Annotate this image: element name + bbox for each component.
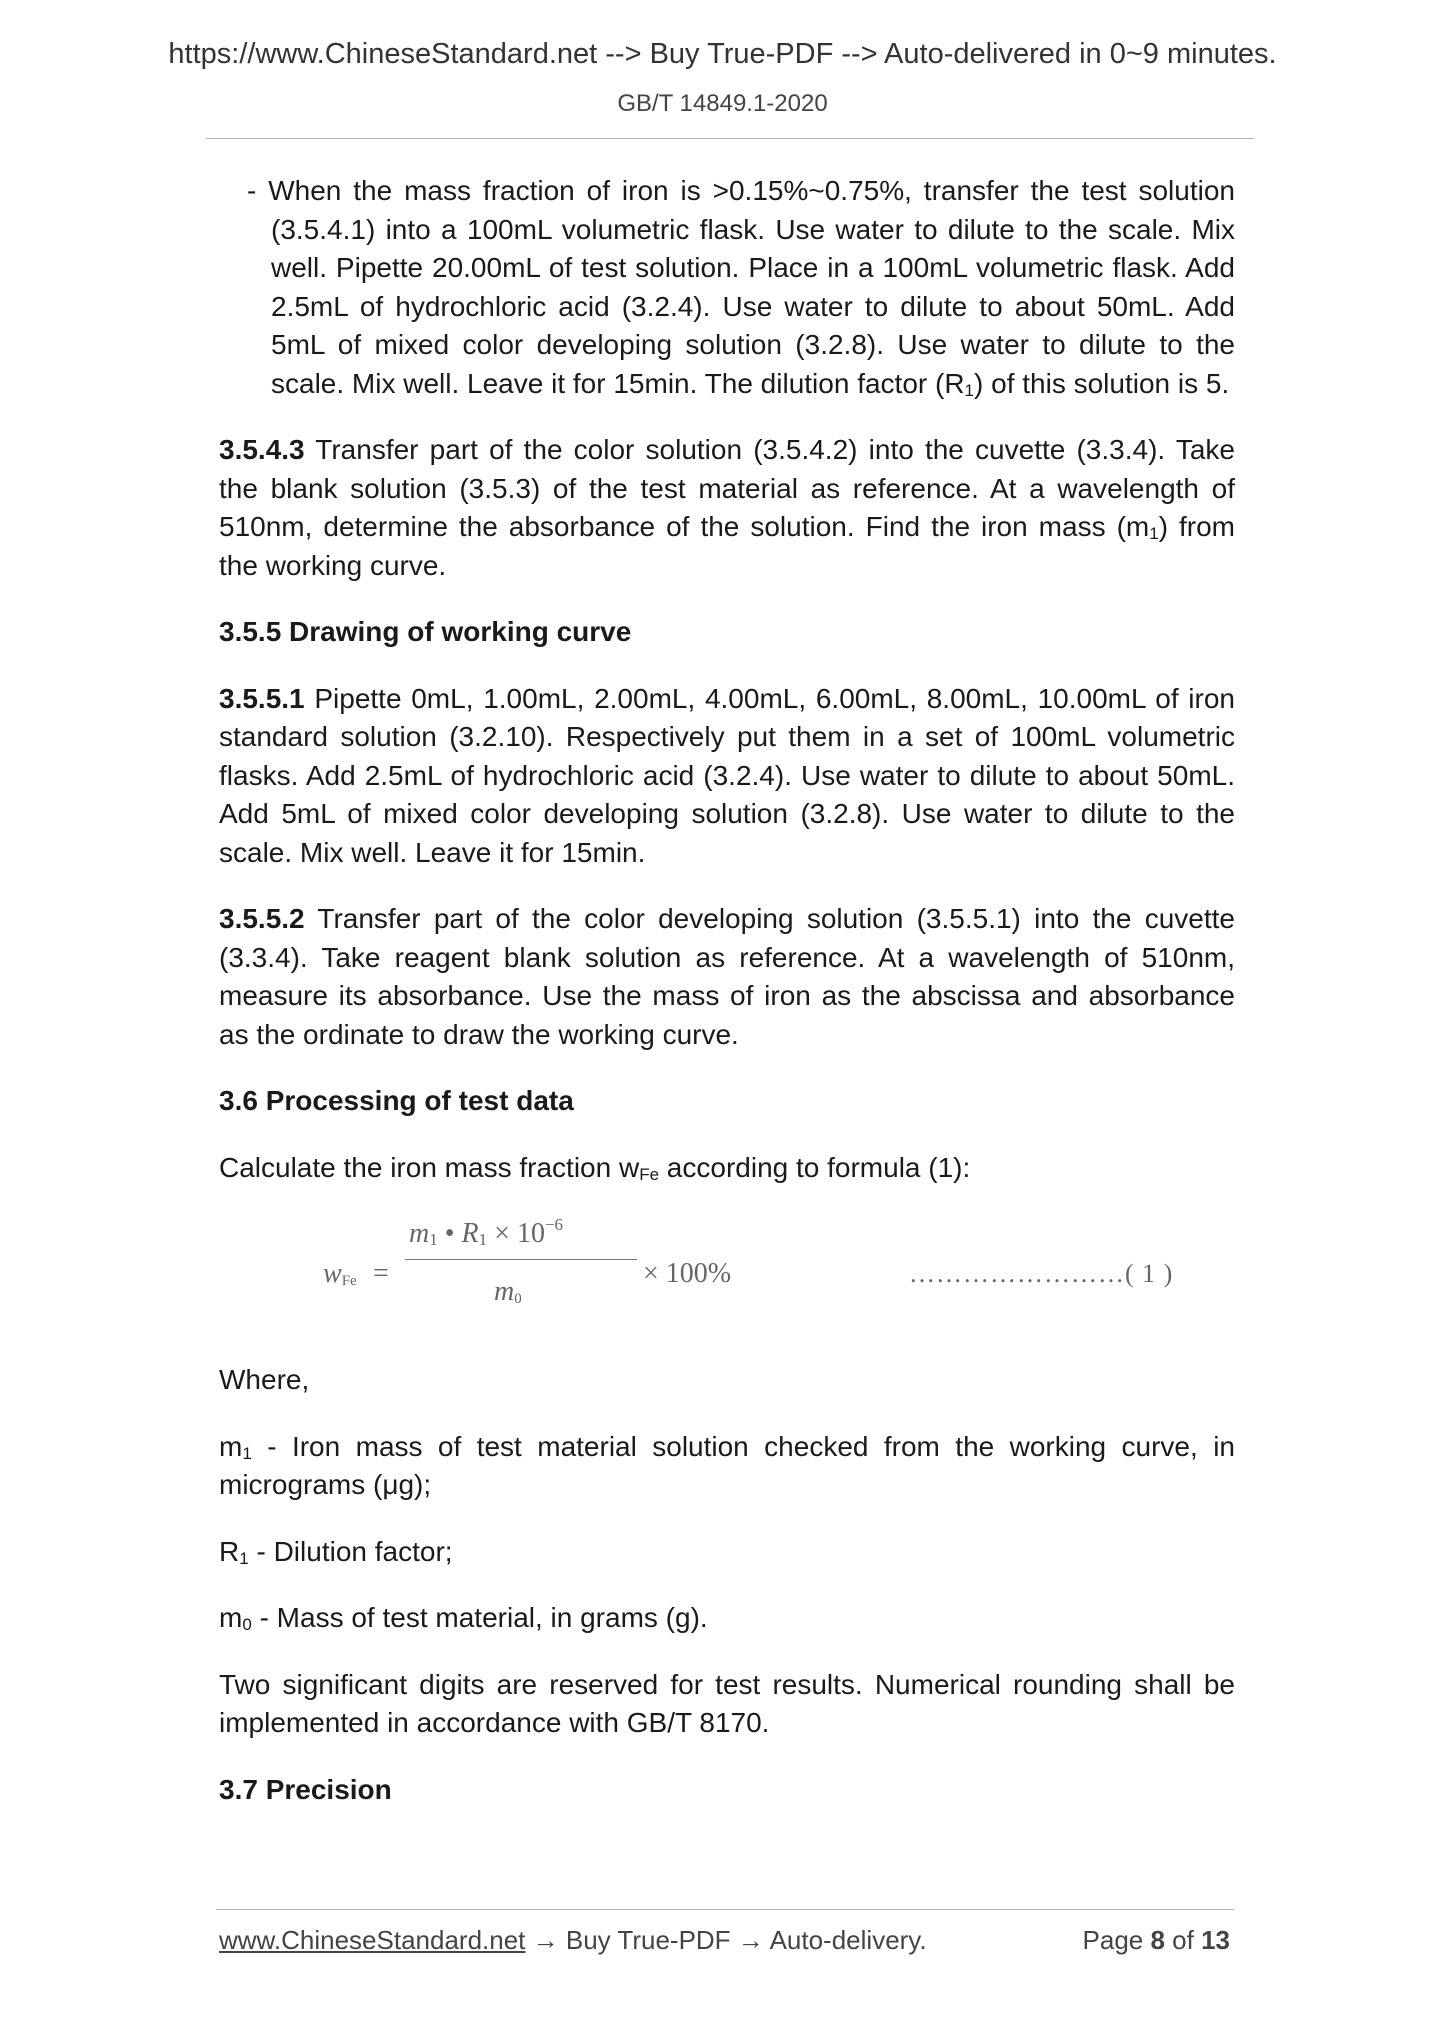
definition-r1 <box>219 1533 1235 1572</box>
clause-number: 3.5.5.2 <box>219 903 305 934</box>
dash-item-text: - When the mass fraction of iron is >0.15%~0.75%, transfer the test solution (3.5.4.1) into a 100mL volumetric flask. Use water to dilute to the scale. Mix well. Pipette 20.00mL of test solution. Place in a 100mL volumetric flask. Add 2.5mL of hydrochloric acid (3.2.4). Use water to dilute to about 50mL. Add 5mL of mixed color developing solution (3.2.8). Use water to dilute to the scale. Mix well. Leave it for 15min. The dilution factor (R <box>247 175 1235 399</box>
clause-3-5-5-2 <box>219 900 1235 1054</box>
clause-text: Transfer part of the color developing solution (3.5.5.1) into the cuvette (3.3.4). Take reagent blank solution as reference. At a wavelength of 510nm, measure its absorbance. Use the mass of iron as the abscissa and absorbance as the ordinate to draw the working curve. <box>219 903 1235 1050</box>
clause-3-5-5-1 <box>219 680 1235 873</box>
page-total: 13 <box>1201 1925 1230 1955</box>
calc-text-end: according to formula (1): <box>659 1151 971 1183</box>
clause-text-end: ) from the working curve. <box>219 511 1235 581</box>
header-banner: https://www.ChineseStandard.net --> Buy True-PDF --> Auto-delivered in 0~9 minutes. <box>168 38 1277 70</box>
fraction-bar <box>405 1259 637 1260</box>
formula-denominator <box>494 1273 522 1312</box>
def-text: - Iron mass of test material solution checked from the working curve, in micrograms (μg); <box>219 1430 1235 1500</box>
formula-multiplier: × 100% <box>643 1258 732 1289</box>
dash-item-subscript: 1 <box>964 380 975 400</box>
den-subscript: 0 <box>514 1291 522 1307</box>
footer <box>219 1925 1235 1956</box>
num-dot: • <box>437 1218 462 1249</box>
clause-number: 3.5.4.3 <box>219 434 305 465</box>
num-exponent: −6 <box>544 1215 564 1234</box>
heading-3-6: 3.6 Processing of test data <box>219 1085 574 1116</box>
calc-subscript: Fe <box>639 1164 660 1184</box>
where-label: Where, <box>219 1364 310 1395</box>
num-m: m <box>409 1218 430 1249</box>
formula-equals: = <box>373 1258 389 1289</box>
footer-tagline: → Buy True-PDF → Auto-delivery. <box>525 1925 927 1955</box>
rounding-note: Two significant digits are reserved for test results. Numerical rounding shall be implemented in accordance with GB/T 8170. <box>219 1668 1235 1738</box>
page-indicator <box>1083 1925 1230 1956</box>
def-subscript: 1 <box>242 1443 252 1463</box>
def-text: - Dilution factor; <box>248 1535 453 1567</box>
def-text: - Mass of test material, in grams (g). <box>251 1602 708 1633</box>
standard-code: GB/T 14849.1-2020 <box>617 90 828 117</box>
def-subscript: 0 <box>242 1615 252 1634</box>
num-r-subscript: 1 <box>478 1230 488 1249</box>
page-content <box>219 172 1235 1837</box>
of-word: of <box>1164 1925 1202 1955</box>
def-symbol: m <box>219 1430 243 1462</box>
heading-3-7: 3.7 Precision <box>219 1773 392 1805</box>
dash-item-end: ) of this solution is 5. <box>974 367 1230 399</box>
def-subscript: 1 <box>239 1548 249 1568</box>
formula-lhs <box>323 1255 357 1294</box>
formula-lhs-subscript: Fe <box>341 1273 357 1289</box>
definition-m1 <box>219 1428 1235 1505</box>
formula-label: ……………………( 1 ) <box>909 1259 1174 1288</box>
footer-site-link[interactable]: www.ChineseStandard.net <box>219 1925 526 1955</box>
footer-divider <box>216 1909 1234 1910</box>
num-r: R <box>461 1218 479 1249</box>
def-symbol: m <box>219 1602 243 1633</box>
clause-subscript: 1 <box>1149 524 1159 543</box>
clause-number: 3.5.5.1 <box>219 682 305 714</box>
clause-text: Transfer part of the color solution (3.5.4.2) into the cuvette (3.3.4). Take the blank solution (3.5.3) of the test material as reference. At a wavelength of 510nm, determine the absorbance of the solution. Find the iron mass (m <box>219 434 1235 542</box>
clause-3-5-4-3 <box>219 431 1235 585</box>
calculation-intro <box>219 1149 1235 1188</box>
page-number: 8 <box>1150 1925 1165 1955</box>
def-symbol: R <box>219 1535 240 1567</box>
calc-text: Calculate the iron mass fraction w <box>219 1151 640 1183</box>
num-m-subscript: 1 <box>429 1230 438 1249</box>
page-word: Page <box>1082 1925 1151 1955</box>
header-divider <box>206 138 1254 139</box>
definition-m0 <box>219 1599 1235 1638</box>
heading-3-5-5: 3.5.5 Drawing of working curve <box>219 616 632 647</box>
formula-numerator <box>409 1215 563 1254</box>
den-m: m <box>494 1276 515 1307</box>
formula-1 <box>219 1215 1235 1333</box>
dash-list-item <box>219 172 1235 403</box>
num-times: × 10 <box>487 1218 545 1249</box>
formula-lhs-symbol: w <box>323 1258 342 1289</box>
clause-text: Pipette 0mL, 1.00mL, 2.00mL, 4.00mL, 6.00mL, 8.00mL, 10.00mL of iron standard solution (3.2.10). Respectively put them in a set of 100mL volumetric flasks. Add 2.5mL of hydrochloric acid (3.2.4). Use water to dilute to about 50mL. Add 5mL of mixed color developing solution (3.2.8). Use water to dilute to the scale. Mix well. Leave it for 15min. <box>219 682 1235 868</box>
